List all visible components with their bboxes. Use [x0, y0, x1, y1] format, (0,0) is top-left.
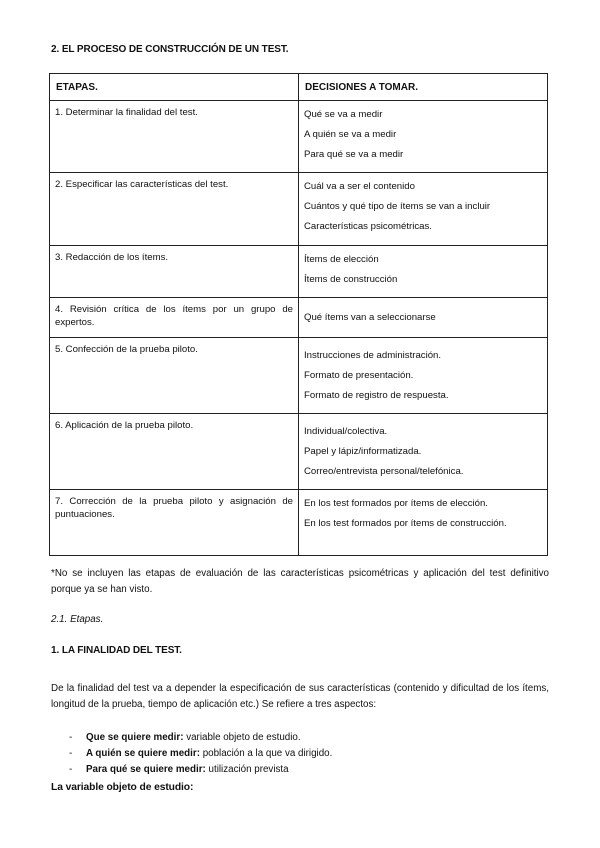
list-item	[51, 746, 332, 762]
table-header-row	[50, 74, 548, 101]
decision-item: Papel y lápiz/informatizada.	[304, 446, 422, 457]
decision-item: En los test formados por ítems de construcción.	[304, 518, 507, 529]
decisions-cell	[299, 246, 548, 298]
decision-item: Características psicométricas.	[304, 221, 432, 232]
table-row	[50, 298, 548, 338]
section-title: 2. EL PROCESO DE CONSTRUCCIÓN DE UN TEST.	[51, 44, 289, 55]
decisions-cell	[299, 490, 548, 556]
decision-item: Ítems de construcción	[304, 274, 398, 285]
aspect-text: variable objeto de estudio.	[186, 732, 301, 743]
decisions-cell	[299, 101, 548, 173]
decision-item: Ítems de elección	[304, 254, 379, 265]
decision-item: Correo/entrevista personal/telefónica.	[304, 466, 464, 477]
subsection-title: 2.1. Etapas.	[51, 614, 104, 625]
stage-cell: 1. Determinar la finalidad del test.	[50, 101, 299, 173]
stage-cell: 7. Corrección de la prueba piloto y asignación de puntuaciones.	[50, 490, 299, 556]
bullet-dash: -	[69, 732, 73, 743]
table-row	[50, 101, 548, 173]
decision-item: Instrucciones de administración.	[304, 350, 442, 361]
bullet-dash: -	[69, 748, 73, 759]
decision-item: Qué ítems van a seleccionarse	[304, 312, 436, 323]
stage-cell: 4. Revisión crítica de los ítems por un grupo de expertos.	[50, 298, 299, 338]
list-item	[51, 762, 332, 778]
decision-item: Individual/colectiva.	[304, 426, 388, 437]
decision-item: Cuántos y qué tipo de ítems se van a incluir	[304, 201, 491, 212]
stages-table	[49, 73, 548, 556]
aspects-list	[51, 730, 332, 778]
decisions-cell	[299, 173, 548, 246]
aspect-label: A quién se quiere medir:	[86, 748, 200, 759]
finalidad-title: 1. LA FINALIDAD DEL TEST.	[51, 645, 182, 656]
intro-paragraph: De la finalidad del test va a depender la especificación de sus características (contenido y dificultad de los ítems, longitud de la prueba, tiempo de aplicación etc.) Se refiere a tres aspectos:	[51, 683, 549, 710]
table-row	[50, 414, 548, 490]
aspect-label: Que se quiere medir:	[86, 732, 184, 743]
stage-cell: 6. Aplicación de la prueba piloto.	[50, 414, 299, 490]
table-row	[50, 490, 548, 556]
decision-item: Formato de presentación.	[304, 370, 414, 381]
header-decisiones: DECISIONES A TOMAR.	[299, 74, 548, 101]
aspect-text: utilización prevista	[208, 764, 289, 775]
table-row	[50, 338, 548, 414]
decisions-cell	[299, 338, 548, 414]
decision-item: Para qué se va a medir	[304, 149, 404, 160]
footnote: *No se incluyen las etapas de evaluación de las características psicométricas y aplicación del test definitivo porque ya se han visto.	[51, 568, 549, 595]
decision-item: Cuál va a ser el contenido	[304, 181, 415, 192]
list-item	[51, 730, 332, 746]
table-row	[50, 173, 548, 246]
variable-title: La variable objeto de estudio:	[51, 782, 194, 793]
decisions-cell	[299, 414, 548, 490]
stage-cell: 2. Especificar las características del test.	[50, 173, 299, 246]
decisions-cell	[299, 298, 548, 338]
header-etapas: ETAPAS.	[50, 74, 299, 101]
decision-item: A quién se va a medir	[304, 129, 397, 140]
decision-item: En los test formados por ítems de elección.	[304, 498, 488, 509]
stage-cell: 5. Confección de la prueba piloto.	[50, 338, 299, 414]
table-row	[50, 246, 548, 298]
aspect-label: Para qué se quiere medir:	[86, 764, 206, 775]
decision-item: Qué se va a medir	[304, 109, 383, 120]
decision-item: Formato de registro de respuesta.	[304, 390, 449, 401]
stage-cell: 3. Redacción de los ítems.	[50, 246, 299, 298]
bullet-dash: -	[69, 764, 73, 775]
aspect-text: población a la que va dirigido.	[202, 748, 333, 759]
